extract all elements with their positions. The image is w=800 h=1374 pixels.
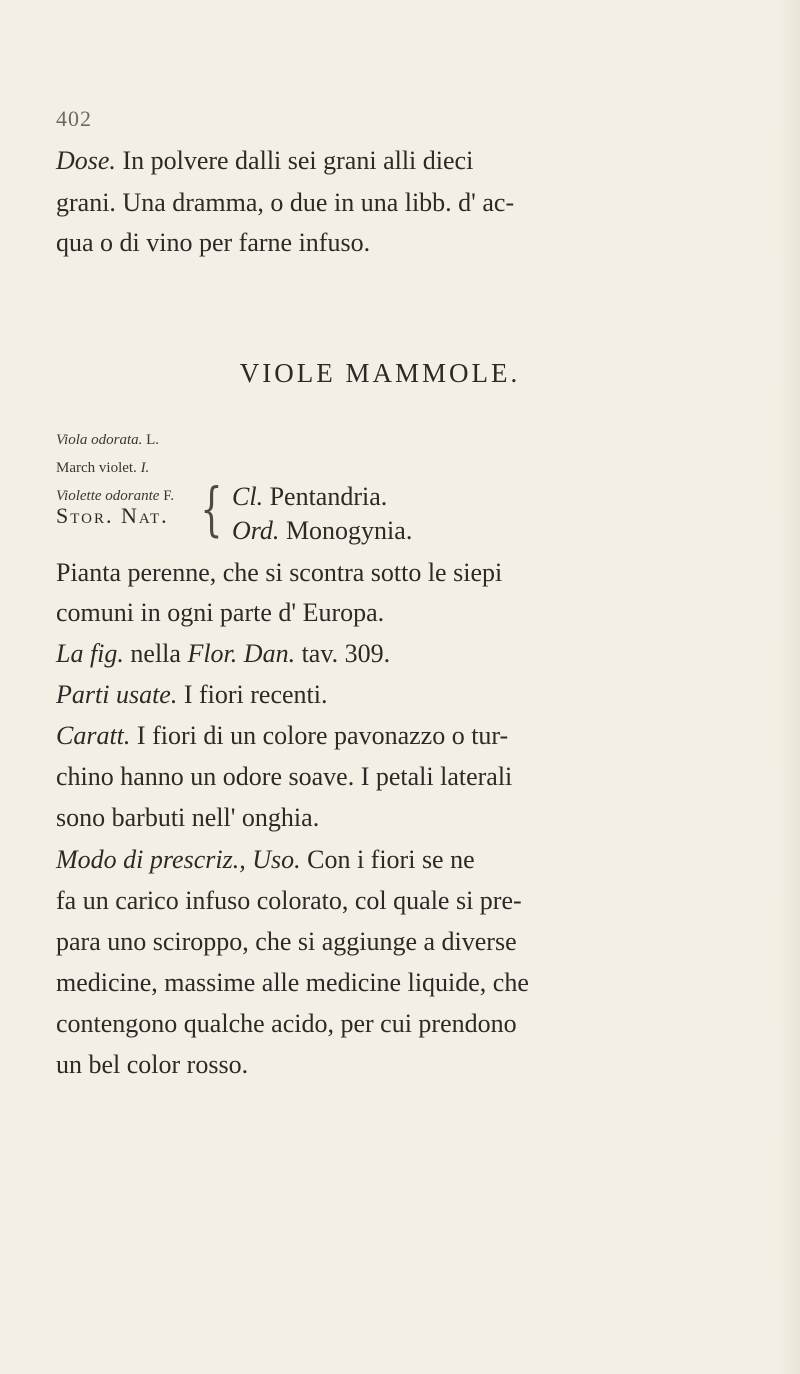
characters-text: I fiori di un colore pavonazzo o tur- (130, 721, 509, 750)
dose-line-2: grani. Una dramma, o due in una libb. d' ac- (56, 188, 515, 217)
body-line-9: fa un carico infuso colorato, col quale si pre- (56, 886, 522, 915)
use-label: Uso. (245, 845, 301, 874)
order-label: Ord. (232, 516, 280, 545)
body-line-6: chino hanno un odore soave. I petali laterali (56, 762, 513, 791)
body-line-1: Pianta perenne, che si scontra sotto le siepi (56, 558, 503, 587)
body-line-13: un bel color rosso. (56, 1050, 249, 1079)
parts-used-label: Parti usate. (56, 680, 178, 709)
brace-glyph: { (200, 475, 223, 543)
figure-plate: tav. 309. (295, 639, 391, 668)
order-value: Monogynia. (285, 516, 413, 545)
class-label: Cl. (232, 482, 264, 511)
characters-label: Caratt. (56, 721, 131, 750)
dose-label: Dose. (56, 146, 116, 175)
prescription-text: Con i fiori se ne (300, 845, 475, 874)
prescription-label: Modo di prescriz., (56, 845, 246, 874)
synonym-english (56, 460, 149, 477)
body-line-2: comuni in ogni parte d' Europa. (56, 598, 385, 627)
synonym-name: March violet. (56, 460, 137, 476)
order-line (232, 516, 412, 546)
parts-used-line (56, 680, 328, 710)
prescription-line (56, 845, 475, 875)
synonym-name: Viola odorata. (56, 432, 143, 448)
figure-source: Flor. Dan. (187, 639, 296, 668)
figure-label: La fig. (56, 639, 124, 668)
dose-text-1: In polvere dalli sei grani alli dieci (115, 146, 474, 175)
page-number: 402 (56, 106, 92, 131)
synonym-source: F. (163, 488, 175, 504)
synonym-source: L. (146, 432, 160, 448)
synonym-latin (56, 432, 159, 449)
body-line-10: para uno sciroppo, che si aggiunge a diverse (56, 927, 517, 956)
dose-line-3: qua o di vino per farne infuso. (56, 228, 371, 257)
section-heading: VIOLE MAMMOLE. (239, 358, 521, 388)
characters-line (56, 721, 508, 751)
figure-mid: nella (123, 639, 188, 668)
class-line (232, 482, 387, 512)
body-line-7: sono barbuti nell' onghia. (56, 803, 320, 832)
dose-line-1 (56, 146, 473, 176)
synonym-name: Violette odorante (56, 488, 160, 504)
synonym-source: I. (140, 460, 150, 476)
class-value: Pentandria. (269, 482, 388, 511)
figure-reference-line (56, 639, 390, 669)
classification-label: Stor. Nat. (56, 503, 169, 528)
body-line-11: medicine, massime alle medicine liquide, che (56, 968, 529, 997)
page-edge (778, 0, 800, 1374)
body-line-12: contengono qualche acido, per cui prendono (56, 1009, 517, 1038)
parts-used-text: I fiori recenti. (177, 680, 328, 709)
